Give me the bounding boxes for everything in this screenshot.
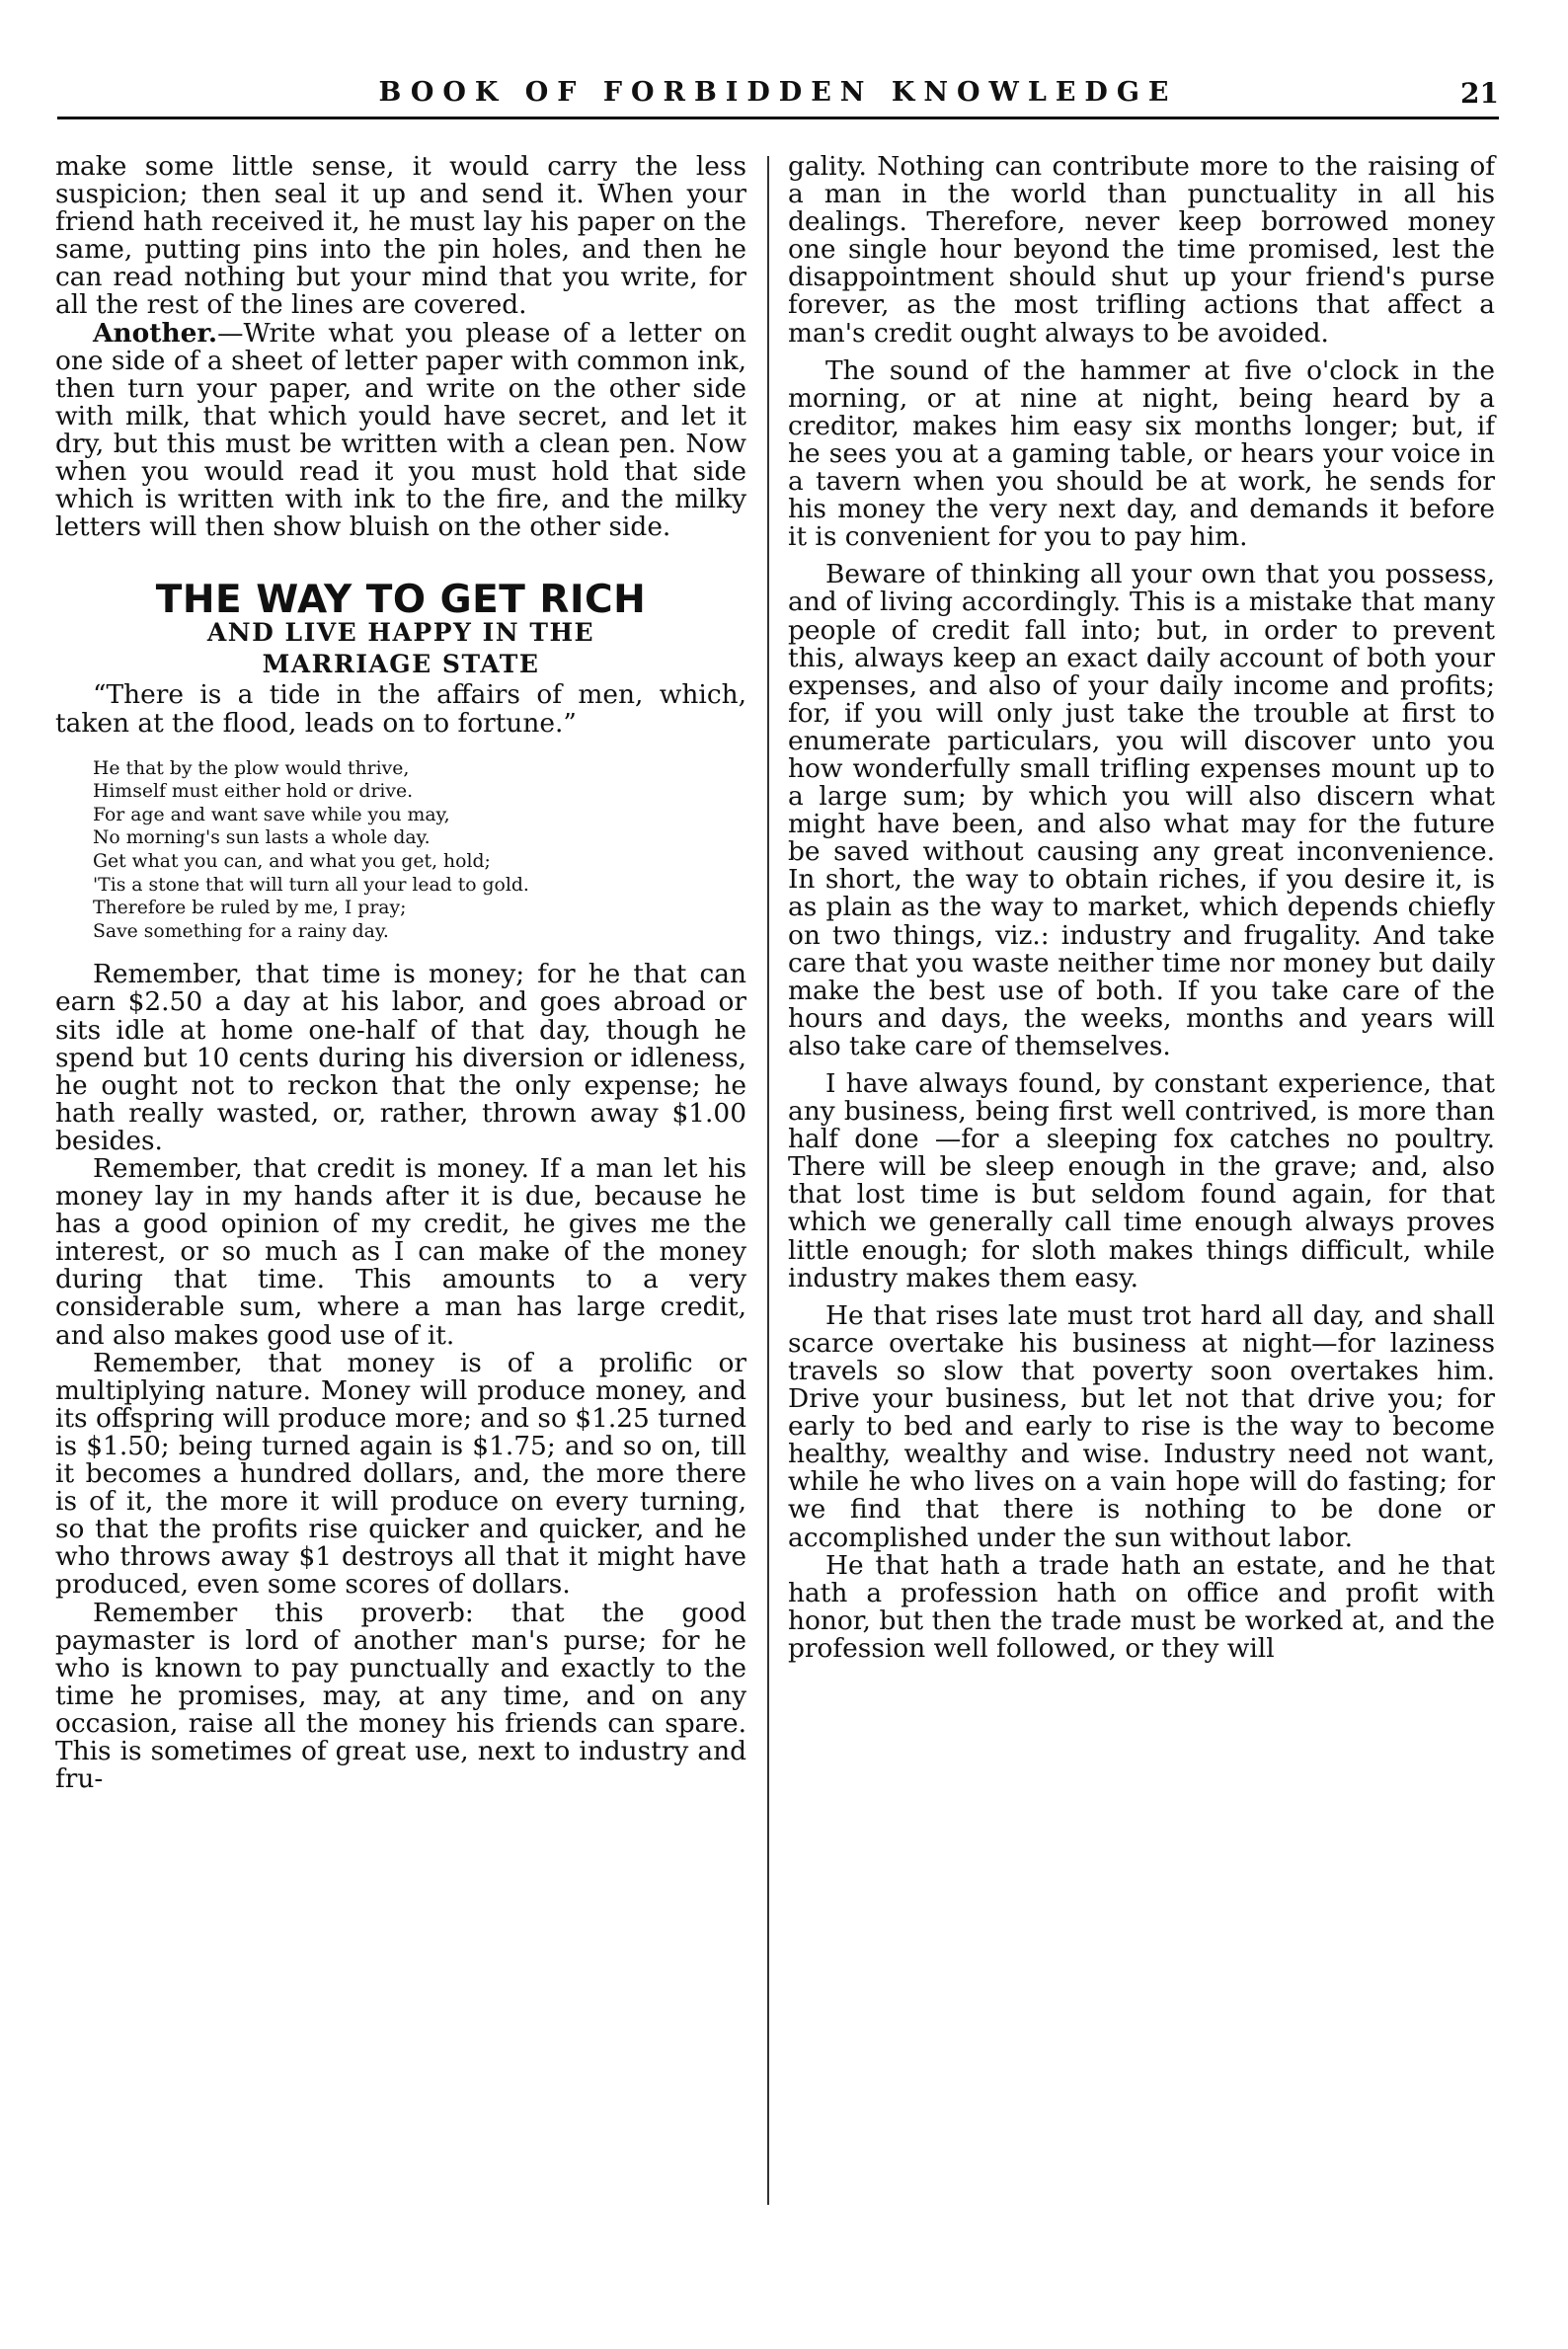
poem-line: 'Tis a stone that will turn all your lead to gold. [93, 874, 529, 896]
poem-line: Get what you can, and what you get, hold; [93, 850, 491, 872]
paragraph: I have always found, by constant experience, that any business, being first well contrived, is more than half done —for a sleeping fox catches no poultry. There will be sleep enough in the grave; and, also that lost time is but seldom found again, for that which we generally call time enough always proves little enough; for sloth makes things difficult, while industry makes them easy. [788, 1068, 1495, 1293]
section-title: THE WAY TO GET RICH [155, 578, 647, 623]
running-title: BOOK OF FORBIDDEN KNOWLEDGE [378, 77, 1178, 108]
poem-line: Himself must either hold or drive. [93, 781, 414, 803]
paragraph-lead: Another. [93, 317, 218, 349]
paragraph-another [55, 317, 746, 543]
paragraph: He that rises late must trot hard all day, and shall scarce overtake his business at night—for laziness travels so slow that poverty soon overtakes him. Drive your business, but let not that drive you; for early to bed and early to rise is the way to become healthy, wealthy and wise. Industry need not want, while he who lives on a vain hope will do fasting; for we find that there is nothing to be done or accomplished under the sun without labor. [788, 1299, 1495, 1553]
poem-line: For age and want save while you may, [93, 804, 450, 825]
paragraph: make some little sense, it would carry the less suspicion; then seal it up and send it. When your friend hath received it, he must lay his paper on the same, putting pins into the pin holes, and then he can read nothing but your mind that you write, for all the rest of the lines are covered. [55, 151, 746, 321]
epigraph-quote: “There is a tide in the affairs of men, which, taken at the flood, leads on to fortune.” [55, 679, 746, 739]
paragraph: The sound of the hammer at five o'clock in the morning, or at nine at night, being heard by a creditor, makes him easy six months longer; but, if he sees you at a gaming table, or hears your voice in a tavern when you should be at work, he sends for his money the very next day, and demands it before it is convenient for you to pay him. [788, 354, 1495, 553]
running-header [57, 77, 1499, 119]
paragraph: gality. Nothing can contribute more to the raising of a man in the world than punctuality in all his dealings. Therefore, never keep borrowed money one single hour beyond the time promised, lest the disappointment should shut up your friend's purse forever, as the most trifling actions that affect a man's credit ought always to be avoided. [788, 151, 1495, 349]
paragraph: Remember this proverb: that the good paymaster is lord of another man's purse; for he who is known to pay punctually and exactly to the time he promises, may, at any time, and on any occasion, raise all the money his friends can spare. This is sometimes of great use, next to industry and fru- [55, 1597, 746, 1795]
page-number: 21 [1460, 77, 1499, 110]
left-column [55, 153, 746, 1793]
paragraph: Remember, that credit is money. If a man let his money lay in my hands after it is due, because he has a good opinion of my credit, he gives me the interest, or so much as I can make of the money during that time. This amounts to a very considerable sum, where a man has large credit, and also makes good use of it. [55, 1153, 746, 1351]
section-subtitle-line1: AND LIVE HAPPY IN THE [206, 618, 595, 648]
poem-line: Save something for a rainy day. [93, 920, 389, 942]
poem-line: Therefore be ruled by me, I pray; [93, 898, 407, 919]
poem-line: No morning's sun lasts a whole day. [93, 827, 431, 849]
paragraph: Beware of thinking all your own that you possess, and of living accordingly. This is a mistake that many people of credit fall into; but, in order to prevent this, always keep an exact daily account of both your expenses, and also of your daily income and profits; for, if you will only just take the trouble at first to enumerate particulars, you will discover unto you how wonderfully small trifling expenses mount up to a large sum; by which you will also discern what might have been, and also what may for the future be saved without causing any great inconvenience. In short, the way to obtain riches, if you desire it, is as plain as the way to market, which depends chiefly on two things, viz.: industry and frugality. And take care that you waste neither time nor money but daily make the best use of both. If you take care of the hours and days, the weeks, months and years will also take care of themselves. [788, 559, 1495, 1061]
paragraph: He that hath a trade hath an estate, and he that hath a profession hath on office and profit with honor, but then the trade must be worked at, and the profession well followed, or they will [788, 1549, 1495, 1664]
poem [93, 757, 746, 944]
paragraph-text: —Write what you please of a letter on one side of a sheet of letter paper with common ink, then turn your paper, and write on the other side with milk, that which yould have secret, and let it dry, but this must be written with a clean pen. Now when you would read it you must hold that side which is written with ink to the fire, and the milky letters will then show bluish on the other side. [55, 317, 746, 543]
paragraph: Remember, that time is money; for he that can earn $2.50 a day at his labor, and goes abroad or sits idle at home one-half of that day, though he spend but 10 cents during his diversion or idleness, he ought not to reckon that the only expense; he hath really wasted, or, rather, thrown away $1.00 besides. [55, 959, 746, 1156]
section-subtitle-line2: MARRIAGE STATE [262, 650, 540, 679]
paragraph: Remember, that money is of a prolific or multiplying nature. Money will produce money, and its offspring will produce more; and so $1.25 turned is $1.50; being turned again is $1.75; and so on, till it becomes a hundred dollars, and, the more there is of it, the more it will produce on every turning, so that the profits rise quicker and quicker, and he who throws away $1 destroys all that it might have produced, even some scores of dollars. [55, 1347, 746, 1601]
right-column [788, 153, 1495, 1663]
column-divider [767, 156, 769, 2205]
poem-line: He that by the plow would thrive, [93, 757, 410, 779]
